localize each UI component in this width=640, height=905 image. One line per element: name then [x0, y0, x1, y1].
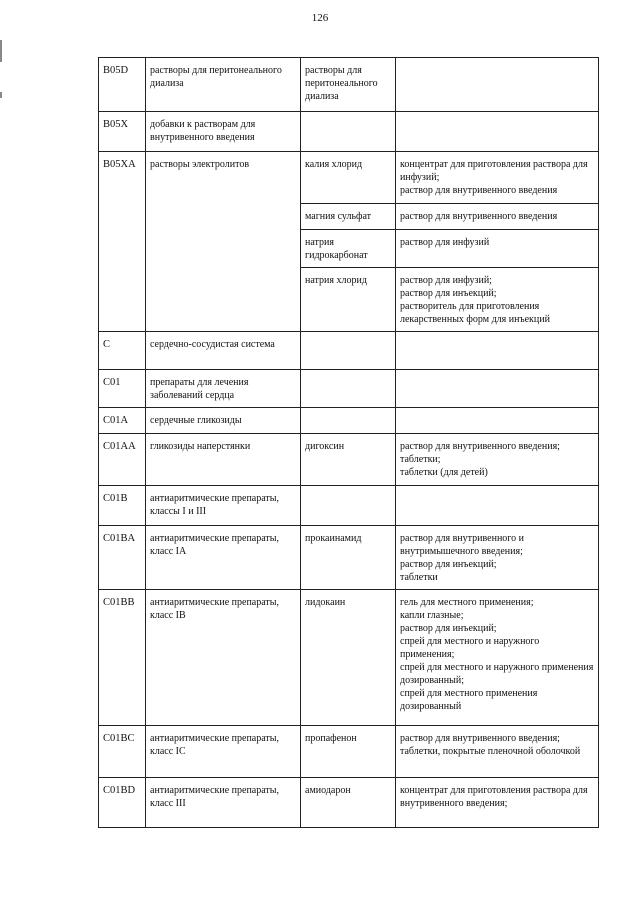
atc-code-cell: B05XA [99, 152, 146, 332]
atc-code-cell: C [99, 332, 146, 370]
dosage-forms-cell [396, 332, 599, 370]
dosage-form: концентрат для приготовления раствора для инфузий; [400, 159, 588, 183]
group-name-cell: сердечно-сосудистая система [146, 332, 301, 370]
group-name-cell: растворы электролитов [146, 152, 301, 332]
dosage-form: таблетки, покрытые пленочной оболочкой [400, 746, 581, 757]
dosage-forms-cell [396, 590, 599, 726]
dosage-forms-cell [396, 58, 599, 112]
substance-cell: натрия хлорид [301, 268, 396, 332]
group-name-cell: сердечные гликозиды [146, 408, 301, 434]
table-row [99, 434, 599, 486]
group-name-cell: растворы для перитонеального диализа [146, 58, 301, 112]
substance-cell: растворы для перитонеального диализа [301, 58, 396, 112]
table-row [99, 590, 599, 726]
atc-code-cell: B05X [99, 112, 146, 152]
substance-cell: дигоксин [301, 434, 396, 486]
dosage-form: таблетки (для детей) [400, 467, 488, 478]
dosage-form: раствор для внутривенного и внутримышечного введения; [400, 533, 525, 557]
table-row [99, 726, 599, 778]
table-row [99, 408, 599, 434]
group-name-cell: антиаритмические препараты, класс IB [146, 590, 301, 726]
dosage-form: раствор для инъекций; [400, 623, 497, 634]
page-number: 126 [311, 12, 329, 24]
table-row [99, 332, 599, 370]
dosage-form: раствор для инъекций; [400, 288, 497, 299]
group-name-cell: антиаритмические препараты, класс IC [146, 726, 301, 778]
scan-edge-mark [0, 40, 2, 62]
group-name-cell: антиаритмические препараты, класс III [146, 778, 301, 828]
dosage-forms-cell [396, 112, 599, 152]
dosage-forms-cell [396, 526, 599, 590]
dosage-form: раствор для внутривенного введения; [400, 441, 560, 452]
table-row [99, 486, 599, 526]
dosage-form: таблетки; [400, 454, 441, 465]
group-name-cell: антиаритмические препараты, классы I и III [146, 486, 301, 526]
substance-cell [301, 408, 396, 434]
dosage-form: спрей для местного и наружного применения; [400, 636, 540, 660]
substance-cell: лидокаин [301, 590, 396, 726]
group-name-cell: гликозиды наперстянки [146, 434, 301, 486]
atc-code-cell: C01A [99, 408, 146, 434]
dosage-forms-cell [396, 204, 599, 230]
substance-cell [301, 486, 396, 526]
dosage-form: раствор для инфузий; [400, 275, 492, 286]
dosage-forms-cell [396, 268, 599, 332]
table-row [99, 58, 599, 112]
dosage-forms-cell [396, 434, 599, 486]
substance-cell: прокаинамид [301, 526, 396, 590]
dosage-forms-cell [396, 152, 599, 204]
substance-cell [301, 112, 396, 152]
table-row [99, 112, 599, 152]
dosage-form: раствор для внутривенного введения; [400, 733, 560, 744]
dosage-forms-cell [396, 778, 599, 828]
dosage-form: раствор для внутривенного введения [400, 185, 558, 196]
dosage-form: раствор для инъекций; [400, 559, 497, 570]
dosage-forms-cell [396, 230, 599, 268]
dosage-forms-cell [396, 486, 599, 526]
atc-code-cell: C01BC [99, 726, 146, 778]
group-name-cell: антиаритмические препараты, класс IA [146, 526, 301, 590]
atc-code-cell: C01B [99, 486, 146, 526]
dosage-form: капли глазные; [400, 610, 464, 621]
atc-code-cell: B05D [99, 58, 146, 112]
dosage-form: раствор для инфузий [400, 237, 490, 248]
table-row [99, 370, 599, 408]
substance-cell: амиодарон [301, 778, 396, 828]
atc-code-cell: C01BB [99, 590, 146, 726]
dosage-form: раствор для внутривенного введения [400, 211, 558, 222]
dosage-form: спрей для местного применения дозированный [400, 688, 538, 712]
group-name-cell: препараты для лечения заболеваний сердца [146, 370, 301, 408]
group-name-cell: добавки к растворам для внутривенного введения [146, 112, 301, 152]
substance-cell: магния сульфат [301, 204, 396, 230]
substance-cell [301, 370, 396, 408]
dosage-form: растворитель для приготовления лекарственных форм для инъекций [400, 301, 550, 325]
medicines-table [98, 57, 599, 828]
table-row [99, 526, 599, 590]
atc-code-cell: C01BD [99, 778, 146, 828]
substance-cell: натрия гидрокарбонат [301, 230, 396, 268]
dosage-form: спрей для местного и наружного применения дозированный; [400, 662, 594, 686]
table-row [99, 152, 599, 204]
atc-code-cell: C01 [99, 370, 146, 408]
table-row [99, 778, 599, 828]
dosage-forms-cell [396, 370, 599, 408]
substance-cell: калия хлорид [301, 152, 396, 204]
substance-cell: пропафенон [301, 726, 396, 778]
dosage-form: гель для местного применения; [400, 597, 534, 608]
dosage-forms-cell [396, 726, 599, 778]
substance-cell [301, 332, 396, 370]
atc-code-cell: C01AA [99, 434, 146, 486]
dosage-form: таблетки [400, 572, 438, 583]
scan-edge-mark [0, 92, 2, 98]
atc-code-cell: C01BA [99, 526, 146, 590]
dosage-forms-cell [396, 408, 599, 434]
dosage-form: концентрат для приготовления раствора для внутривенного введения; [400, 785, 588, 809]
